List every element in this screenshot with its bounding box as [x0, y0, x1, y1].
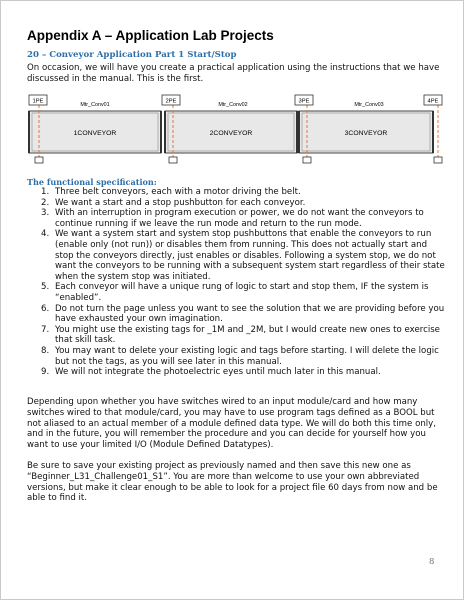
spec-item: 7. You might use the existing tags for _1M and _2M, but I would create new ones to exercise that skill task. [41, 324, 440, 346]
photo-eye-label-2: 2PE [165, 98, 177, 105]
spec-list [27, 187, 447, 378]
conveyor-label-2: 2CONVEYOR [209, 130, 253, 137]
spec-title: The functional specification: [27, 177, 157, 187]
photo-eye-4 [424, 95, 442, 105]
photo-eye-2 [162, 95, 180, 105]
pushbutton-3 [303, 157, 311, 163]
body-paragraph-io: Depending upon whether you have switches wired to an input module/card and how many switches wired to that module/card, you may have to use program tags defined as a BOOL but not aliased to an actual member of a module defined data type. We will do both this time only, and in the future, you will remember the procedure and you can decide for yourself how you want to use your limited I/O (Module Defined Datatypes). [27, 397, 436, 451]
conveyor-label-3: 3CONVEYOR [344, 130, 388, 137]
conveyor-diagram [27, 93, 443, 165]
appendix-title: Appendix A – Application Lab Projects [27, 28, 274, 43]
section-title: 20 – Conveyor Application Part 1 Start/Stop [27, 50, 237, 60]
pushbutton-2 [169, 157, 177, 163]
spec-item: 2. We want a start and a stop pushbutton for each conveyor. [41, 197, 306, 208]
spec-item: 3. With an interruption in program execution or power, we do not want the conveyors to continue running if we leave the run mode and return to the run mode. [41, 208, 424, 229]
spec-item: 5. Each conveyor will have a unique rung of logic to start and stop them, IF the system is “enabled”. [41, 282, 429, 303]
conveyor-label-1: 1CONVEYOR [73, 130, 117, 137]
photo-eye-label-3: 3PE [298, 98, 310, 105]
body-paragraph-save: Be sure to save your existing project as previously named and then save this new one as “Beginner_L31_Challenge01_S1”. You are more than welcome to use your own abbreviated versions, but make it clear enough to be able to look for a project file 60 days from now and be able to find it. [27, 461, 438, 504]
intro-text: On occasion, we will have you create a practical application using the instructions that we have discussed in the manual. This is the first. [27, 63, 440, 84]
spec-item: 4. We want a system start and system stop pushbuttons that enable the conveyors to run (enable only (not run)) or disables them from running. This does not actually start and stop the conveyors directly, just enables or disables. Following a system stop, we do not want the conveyors to be running with a subsequent system start regardless of their state when the system stop was initiated. [41, 229, 445, 282]
motor-label-1: Mtr_Conv01 [80, 102, 110, 108]
spec-item: 1. Three belt conveyors, each with a motor driving the belt. [41, 187, 301, 197]
pushbutton-1 [35, 157, 43, 163]
intro-paragraph [27, 63, 443, 85]
photo-eye-label-1: 1PE [32, 98, 44, 105]
photo-eye-1 [29, 95, 47, 105]
motor-label-3: Mtr_Conv03 [354, 102, 384, 108]
photo-eye-label-4: 4PE [427, 98, 439, 105]
page-number: 8 [429, 557, 435, 567]
spec-item: 9. We will not integrate the photoelectric eyes until much later in this manual. [41, 367, 381, 378]
motor-label-2: Mtr_Conv02 [218, 102, 248, 108]
spec-item: 6. Do not turn the page unless you want to see the solution that we are providing before you have exhausted your own imagination. [41, 303, 445, 325]
pushbutton-4 [434, 157, 442, 163]
spec-item: 8. You may want to delete your existing logic and tags before starting. I will delete the logic but not the tags, as you will see later in this manual. [41, 345, 439, 367]
photo-eye-3 [295, 95, 313, 105]
